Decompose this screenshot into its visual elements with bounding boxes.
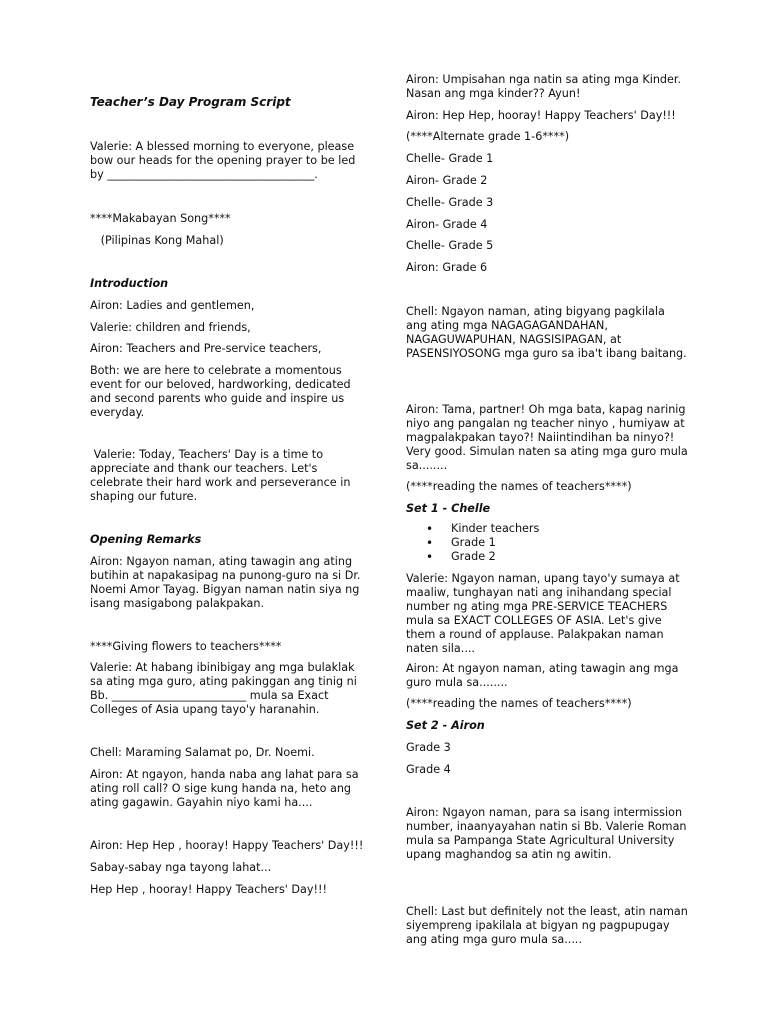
paragraph: Chelle- Grade 3 xyxy=(406,196,494,209)
list-item: • Grade 2 xyxy=(406,550,688,564)
paragraph: Chell: Ngayon naman, ating bigyang pagkilala ang ating mga NAGAGAGANDAHAN, NAGAGUWAPUHAN, NAGSISIPAGAN, at PASENSIYOSONG mga guro sa iba't ibang baitang. xyxy=(406,305,687,360)
paragraph: Grade 3 xyxy=(406,741,451,754)
paragraph: Valerie: At habang ibinibigay ang mga bulaklak sa ating mga guro, ating pakinggan ang tinig ni Bb. ________________________ mula sa Exact Colleges of Asia upang tayo'y haranahin. xyxy=(90,661,357,716)
paragraph: Airon: Ladies and gentlemen, xyxy=(90,299,255,312)
paragraph: Valerie: Ngayon naman, upang tayo'y sumaya at maaliw, tunghayan nati ang inihandang special number ng ating mga PRE-SERVICE TEACHERS mula sa EXACT COLLEGES OF ASIA. Let's give them a round of applause. Palakpakan naman naten sila.... xyxy=(406,572,680,655)
paragraph: ****Makabayan Song**** xyxy=(90,212,231,225)
paragraph: Airon: Ngayon naman, ating tawagin ang ating butihin at napakasipag na punong-guro na si Dr. Noemi Amor Tayag. Bigyan naman natin siya ng isang masigabong palakpakan. xyxy=(90,555,361,610)
paragraph: Airon: Ngayon naman, para sa isang intermission number, inaanyayahan natin si Bb. Valerie Roman mula sa Pampanga State Agricultural University upang maghandog sa atin ng awitin. xyxy=(406,806,687,861)
set-1-list xyxy=(406,522,688,564)
paragraph: (****Alternate grade 1-6****) xyxy=(406,130,570,143)
section-heading-set-2: Set 2 - Airon xyxy=(406,719,485,732)
paragraph: Valerie: children and friends, xyxy=(90,321,251,334)
section-heading-opening-remarks: Opening Remarks xyxy=(90,533,202,546)
paragraph: Chelle- Grade 1 xyxy=(406,152,494,165)
paragraph: Chell: Maraming Salamat po, Dr. Noemi. xyxy=(90,746,315,759)
list-item: • Grade 1 xyxy=(406,536,688,550)
paragraph: Chelle- Grade 5 xyxy=(406,239,494,252)
paragraph: Airon: Hep Hep, hooray! Happy Teachers' Day!!! xyxy=(406,109,676,122)
paragraph: Grade 4 xyxy=(406,763,451,776)
paragraph: Hep Hep , hooray! Happy Teachers' Day!!! xyxy=(90,883,327,896)
paragraph: Airon- Grade 4 xyxy=(406,218,488,231)
list-item: • Kinder teachers xyxy=(406,522,688,536)
paragraph: (Pilipinas Kong Mahal) xyxy=(90,234,224,247)
document-title: Teacher’s Day Program Script xyxy=(90,95,291,109)
paragraph: Airon: Teachers and Pre-service teachers, xyxy=(90,342,322,355)
paragraph: Airon: At ngayon, handa naba ang lahat para sa ating roll call? O sige kung handa na, heto ang ating gagawin. Gayahin niyo kami ha.... xyxy=(90,768,359,809)
paragraph: Valerie: A blessed morning to everyone, please bow our heads for the opening prayer to be led by _____________________________________. xyxy=(90,140,356,181)
paragraph: Airon: Grade 6 xyxy=(406,261,488,274)
paragraph: Valerie: Today, Teachers' Day is a time to appreciate and thank our teachers. Let's celebrate their hard work and perseverance in shaping our future. xyxy=(90,448,354,503)
paragraph: Chell: Last but definitely not the least, atin naman siyempreng ipakilala at bigyan ng pagpupugay ang ating mga guro mula sa..... xyxy=(406,905,688,946)
paragraph: Both: we are here to celebrate a momentous event for our beloved, hardworking, dedicated and second parents who guide and inspire us everyday. xyxy=(90,364,351,419)
paragraph: (****reading the names of teachers****) xyxy=(406,480,632,493)
section-heading-introduction: Introduction xyxy=(90,277,169,290)
paragraph: Airon: At ngayon naman, ating tawagin ang mga guro mula sa........ xyxy=(406,662,679,689)
section-heading-set-1: Set 1 - Chelle xyxy=(406,502,491,515)
paragraph: Airon: Tama, partner! Oh mga bata, kapag narinig niyo ang pangalan ng teacher ninyo , humiyaw at magpalakpakan tayo?! Naiintindihan ba ninyo?! Very good. Simulan naten sa ating mga guro mula sa........ xyxy=(406,403,688,472)
paragraph: ****Giving flowers to teachers**** xyxy=(90,640,282,653)
paragraph: Airon- Grade 2 xyxy=(406,174,488,187)
paragraph: Sabay-sabay nga tayong lahat... xyxy=(90,861,272,874)
paragraph: Airon: Umpisahan nga natin sa ating mga Kinder. Nasan ang mga kinder?? Ayun! xyxy=(406,73,682,100)
paragraph: Airon: Hep Hep , hooray! Happy Teachers' Day!!! xyxy=(90,839,364,852)
paragraph: (****reading the names of teachers****) xyxy=(406,697,632,710)
